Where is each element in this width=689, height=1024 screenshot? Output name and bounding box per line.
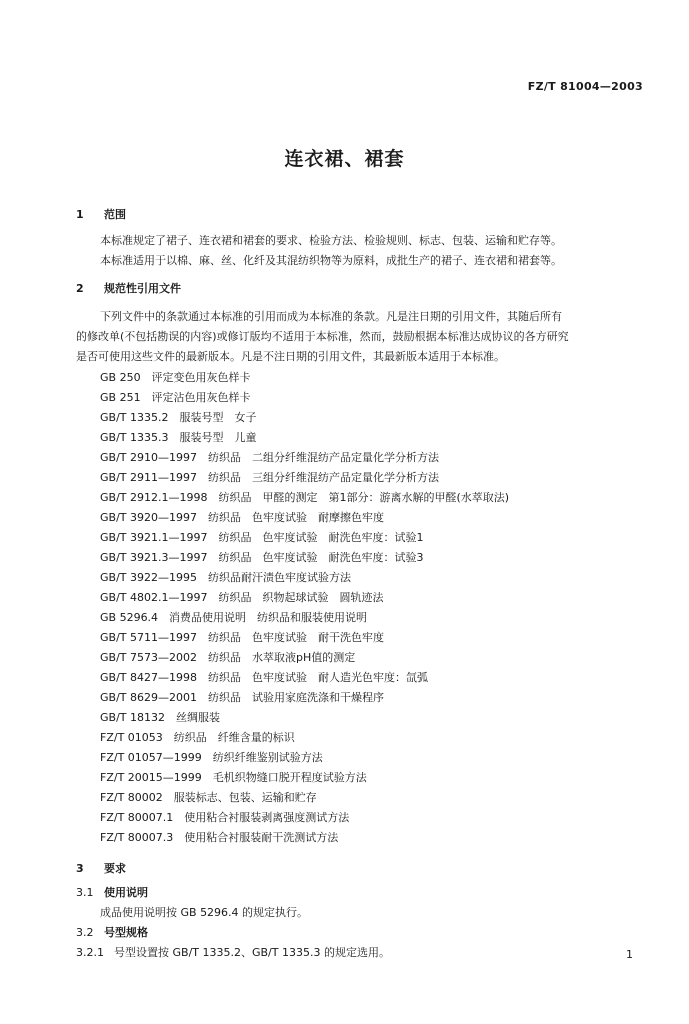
subsection-title: 使用说明 bbox=[104, 886, 148, 899]
reference-item: GB/T 3922—1995 纺织品耐汗渍色牢度试验方法 bbox=[100, 571, 351, 584]
subsection-3-2-heading bbox=[76, 924, 148, 940]
standard-code: FZ/T 81004—2003 bbox=[527, 80, 643, 93]
reference-item: GB/T 5711—1997 纺织品 色牢度试验 耐干洗色牢度 bbox=[100, 631, 384, 644]
reference-item: GB 250 评定变色用灰色样卡 bbox=[100, 371, 251, 384]
reference-item: GB/T 1335.3 服装号型 儿童 bbox=[100, 431, 257, 444]
refs-intro-line-2: 的修改单(不包括勘误的内容)或修订版均不适用于本标准，然而，鼓励根据本标准达成协议的各方研究 bbox=[76, 330, 569, 343]
section-3-heading bbox=[76, 860, 126, 876]
reference-item: GB/T 4802.1—1997 纺织品 织物起球试验 圆轨迹法 bbox=[100, 591, 384, 604]
reference-item: GB/T 2912.1—1998 纺织品 甲醛的测定 第1部分：游离水解的甲醛(水萃取法) bbox=[100, 491, 510, 504]
reference-item: GB/T 3920—1997 纺织品 色牢度试验 耐摩擦色牢度 bbox=[100, 511, 384, 524]
refs-intro-line-3: 是否可使用这些文件的最新版本。凡是不注日期的引用文件，其最新版本适用于本标准。 bbox=[76, 350, 505, 363]
reference-item: GB/T 8629—2001 纺织品 试验用家庭洗涤和干燥程序 bbox=[100, 691, 384, 704]
reference-item: GB/T 2910—1997 纺织品 二组分纤维混纺产品定量化学分析方法 bbox=[100, 451, 439, 464]
reference-item: GB/T 3921.3—1997 纺织品 色牢度试验 耐洗色牢度：试验3 bbox=[100, 551, 424, 564]
reference-item: GB 5296.4 消费品使用说明 纺织品和服装使用说明 bbox=[100, 611, 368, 624]
subsection-text: 号型设置按 GB/T 1335.2、GB/T 1335.3 的规定选用。 bbox=[114, 946, 390, 959]
reference-item: FZ/T 01053 纺织品 纤维含量的标识 bbox=[100, 731, 295, 744]
subsection-number: 3.1 bbox=[76, 886, 94, 899]
reference-item: GB/T 2911—1997 纺织品 三组分纤维混纺产品定量化学分析方法 bbox=[100, 471, 439, 484]
reference-item: FZ/T 20015—1999 毛机织物缝口脱开程度试验方法 bbox=[100, 771, 367, 784]
scope-paragraph-1: 本标准规定了裙子、连衣裙和裙套的要求、检验方法、检验规则、标志、包装、运输和贮存等。 bbox=[100, 234, 562, 247]
subsection-3-1-heading bbox=[76, 884, 148, 900]
section-title: 要求 bbox=[104, 862, 126, 875]
subsection-3-2-1 bbox=[76, 944, 390, 960]
subsection-number: 3.2 bbox=[76, 926, 94, 939]
section-number: 2 bbox=[76, 282, 84, 295]
reference-item: FZ/T 80002 服装标志、包装、运输和贮存 bbox=[100, 791, 317, 804]
section-title: 范围 bbox=[104, 208, 126, 221]
reference-item: GB/T 3921.1—1997 纺织品 色牢度试验 耐洗色牢度：试验1 bbox=[100, 531, 424, 544]
reference-item: FZ/T 80007.1 使用粘合衬服装剥离强度测试方法 bbox=[100, 811, 350, 824]
section-1-heading bbox=[76, 206, 126, 222]
subsection-title: 号型规格 bbox=[104, 926, 148, 939]
reference-item: GB/T 18132 丝绸服装 bbox=[100, 711, 220, 724]
reference-item: GB/T 7573—2002 纺织品 水萃取液pH值的测定 bbox=[100, 651, 356, 664]
reference-item: FZ/T 01057—1999 纺织纤维鉴别试验方法 bbox=[100, 751, 323, 764]
reference-item: GB/T 1335.2 服装号型 女子 bbox=[100, 411, 257, 424]
usage-instruction-text: 成品使用说明按 GB 5296.4 的规定执行。 bbox=[100, 906, 309, 919]
subsection-number: 3.2.1 bbox=[76, 946, 104, 959]
section-number: 3 bbox=[76, 862, 84, 875]
reference-item: FZ/T 80007.3 使用粘合衬服装耐干洗测试方法 bbox=[100, 831, 339, 844]
section-number: 1 bbox=[76, 208, 84, 221]
refs-intro-line-1: 下列文件中的条款通过本标准的引用而成为本标准的条款。凡是注日期的引用文件，其随后所有 bbox=[100, 310, 562, 323]
scope-paragraph-2: 本标准适用于以棉、麻、丝、化纤及其混纺织物等为原料，成批生产的裙子、连衣裙和裙套等。 bbox=[100, 254, 562, 267]
section-2-heading bbox=[76, 280, 181, 296]
page-number: 1 bbox=[626, 948, 633, 961]
section-title: 规范性引用文件 bbox=[104, 282, 181, 295]
reference-item: GB 251 评定沾色用灰色样卡 bbox=[100, 391, 251, 404]
document-title: 连衣裙、裙套 bbox=[284, 148, 405, 170]
reference-item: GB/T 8427—1998 纺织品 色牢度试验 耐人造光色牢度：氙弧 bbox=[100, 671, 428, 684]
